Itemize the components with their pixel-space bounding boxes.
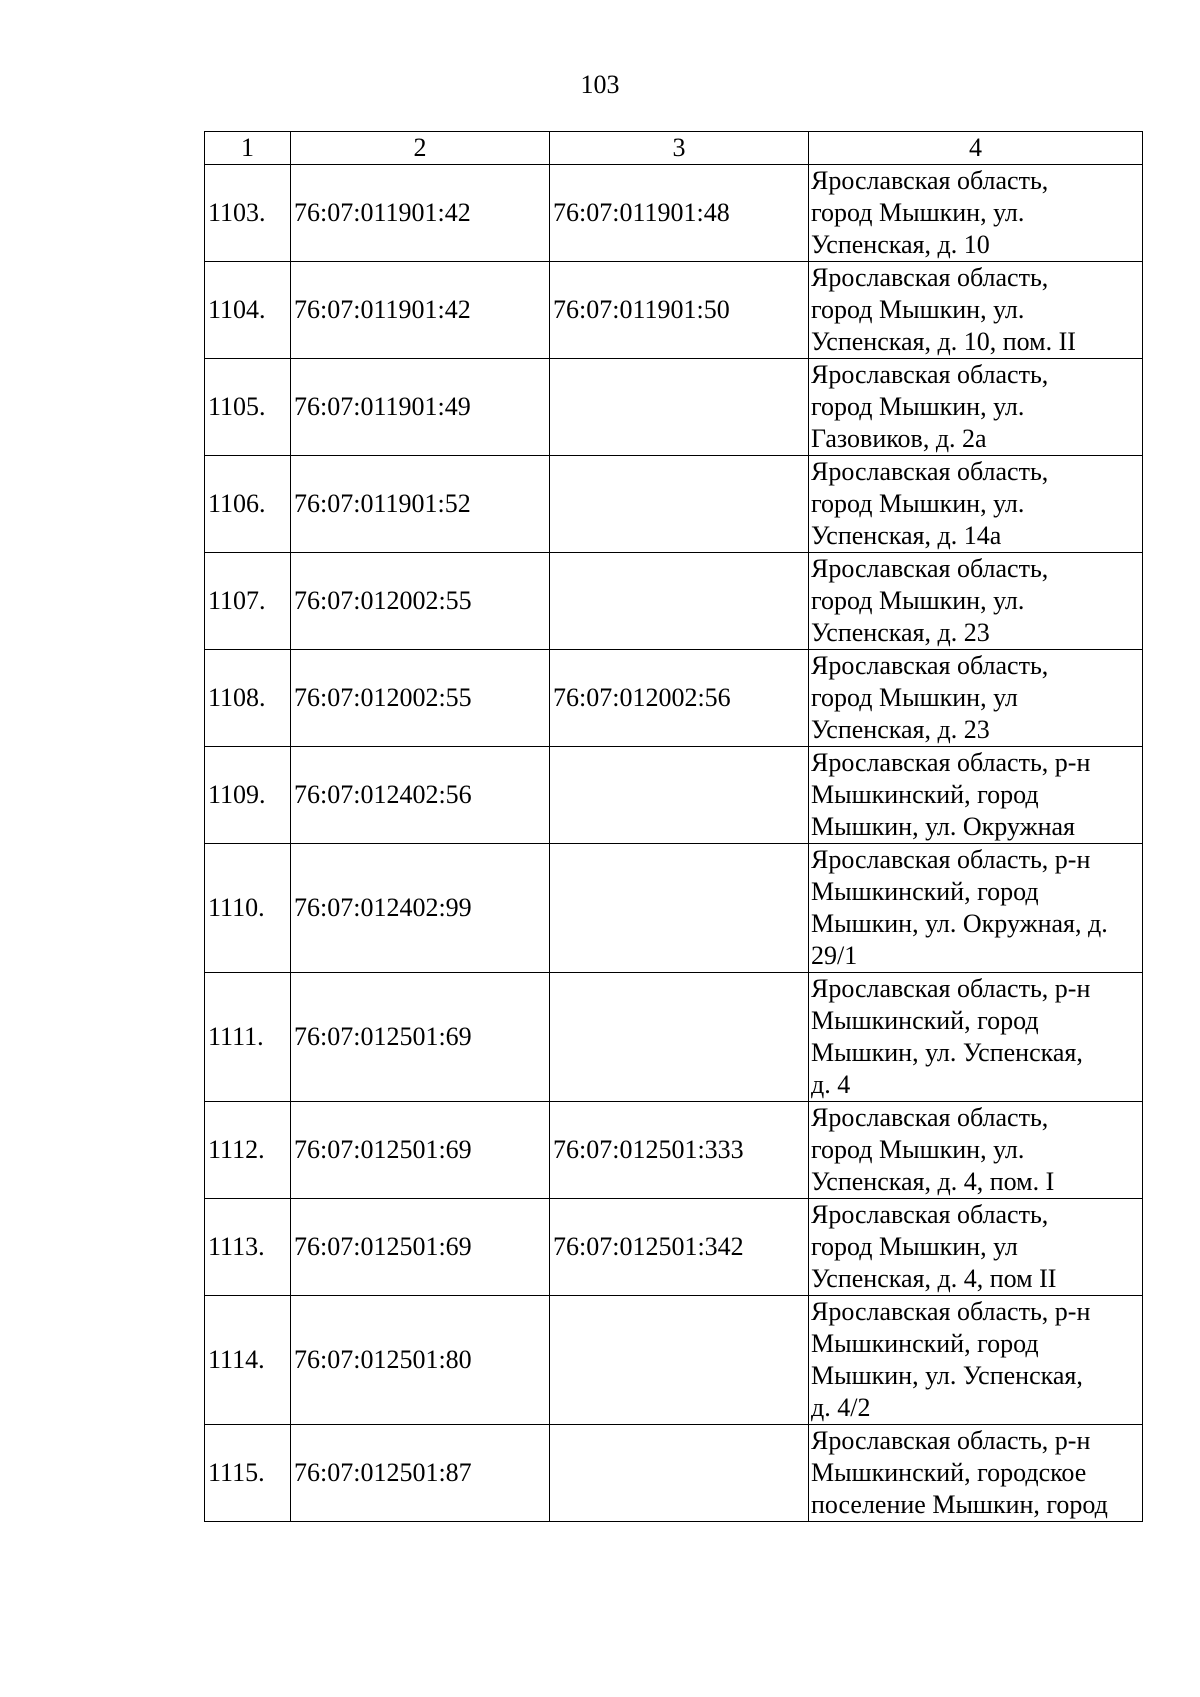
address-cell: Ярославская область, город Мышкин, ул. Газовиков, д. 2а (809, 359, 1143, 456)
table-row (205, 165, 1143, 262)
table-row (205, 1425, 1143, 1522)
row-number-cell: 1111. (205, 973, 291, 1102)
cadastral-number-cell: 76:07:012402:56 (291, 747, 550, 844)
related-cadastral-number-cell (550, 553, 809, 650)
table-body (205, 165, 1143, 1522)
row-number-cell: 1106. (205, 456, 291, 553)
header-col-2: 2 (291, 132, 550, 165)
related-cadastral-number-cell: 76:07:012501:342 (550, 1199, 809, 1296)
row-number-cell: 1104. (205, 262, 291, 359)
table-row (205, 747, 1143, 844)
address-cell: Ярославская область, город Мышкин, ул. Успенская, д. 14а (809, 456, 1143, 553)
cadastral-number-cell: 76:07:011901:42 (291, 165, 550, 262)
table-row (205, 1199, 1143, 1296)
table-row (205, 359, 1143, 456)
related-cadastral-number-cell (550, 1296, 809, 1425)
address-cell: Ярославская область, город Мышкин, ул Успенская, д. 23 (809, 650, 1143, 747)
cadastral-number-cell: 76:07:012402:99 (291, 844, 550, 973)
register-table (204, 131, 1143, 1522)
cadastral-number-cell: 76:07:012501:80 (291, 1296, 550, 1425)
table-row (205, 262, 1143, 359)
cadastral-number-cell: 76:07:011901:52 (291, 456, 550, 553)
table-row (205, 1296, 1143, 1425)
table-header (205, 132, 1143, 165)
address-cell: Ярославская область, р-н Мышкинский, городское поселение Мышкин, город (809, 1425, 1143, 1522)
table-row (205, 1102, 1143, 1199)
related-cadastral-number-cell: 76:07:011901:50 (550, 262, 809, 359)
cadastral-number-cell: 76:07:011901:49 (291, 359, 550, 456)
header-row (205, 132, 1143, 165)
address-cell: Ярославская область, город Мышкин, ул. Успенская, д. 10, пом. II (809, 262, 1143, 359)
row-number-cell: 1110. (205, 844, 291, 973)
row-number-cell: 1105. (205, 359, 291, 456)
cadastral-number-cell: 76:07:012501:69 (291, 1102, 550, 1199)
header-col-1: 1 (205, 132, 291, 165)
related-cadastral-number-cell: 76:07:012002:56 (550, 650, 809, 747)
related-cadastral-number-cell: 76:07:012501:333 (550, 1102, 809, 1199)
header-col-3: 3 (550, 132, 809, 165)
row-number-cell: 1109. (205, 747, 291, 844)
table-row (205, 973, 1143, 1102)
related-cadastral-number-cell (550, 973, 809, 1102)
cadastral-number-cell: 76:07:012002:55 (291, 553, 550, 650)
related-cadastral-number-cell (550, 1425, 809, 1522)
row-number-cell: 1115. (205, 1425, 291, 1522)
address-cell: Ярославская область, город Мышкин, ул. Успенская, д. 10 (809, 165, 1143, 262)
row-number-cell: 1112. (205, 1102, 291, 1199)
related-cadastral-number-cell (550, 844, 809, 973)
address-cell: Ярославская область, р-н Мышкинский, город Мышкин, ул. Окружная (809, 747, 1143, 844)
table-row (205, 844, 1143, 973)
row-number-cell: 1107. (205, 553, 291, 650)
address-cell: Ярославская область, город Мышкин, ул. Успенская, д. 23 (809, 553, 1143, 650)
cadastral-number-cell: 76:07:012002:55 (291, 650, 550, 747)
address-cell: Ярославская область, р-н Мышкинский, город Мышкин, ул. Окружная, д. 29/1 (809, 844, 1143, 973)
address-cell: Ярославская область, р-н Мышкинский, город Мышкин, ул. Успенская, д. 4/2 (809, 1296, 1143, 1425)
address-cell: Ярославская область, город Мышкин, ул Успенская, д. 4, пом II (809, 1199, 1143, 1296)
address-cell: Ярославская область, р-н Мышкинский, город Мышкин, ул. Успенская, д. 4 (809, 973, 1143, 1102)
related-cadastral-number-cell: 76:07:011901:48 (550, 165, 809, 262)
related-cadastral-number-cell (550, 747, 809, 844)
address-cell: Ярославская область, город Мышкин, ул. Успенская, д. 4, пом. I (809, 1102, 1143, 1199)
page-number: 103 (580, 70, 620, 99)
table-row (205, 553, 1143, 650)
cadastral-number-cell: 76:07:012501:69 (291, 973, 550, 1102)
row-number-cell: 1114. (205, 1296, 291, 1425)
header-col-4: 4 (809, 132, 1143, 165)
related-cadastral-number-cell (550, 359, 809, 456)
table-row (205, 650, 1143, 747)
cadastral-number-cell: 76:07:012501:69 (291, 1199, 550, 1296)
related-cadastral-number-cell (550, 456, 809, 553)
cadastral-number-cell: 76:07:011901:42 (291, 262, 550, 359)
row-number-cell: 1108. (205, 650, 291, 747)
cadastral-number-cell: 76:07:012501:87 (291, 1425, 550, 1522)
row-number-cell: 1113. (205, 1199, 291, 1296)
row-number-cell: 1103. (205, 165, 291, 262)
table-row (205, 456, 1143, 553)
